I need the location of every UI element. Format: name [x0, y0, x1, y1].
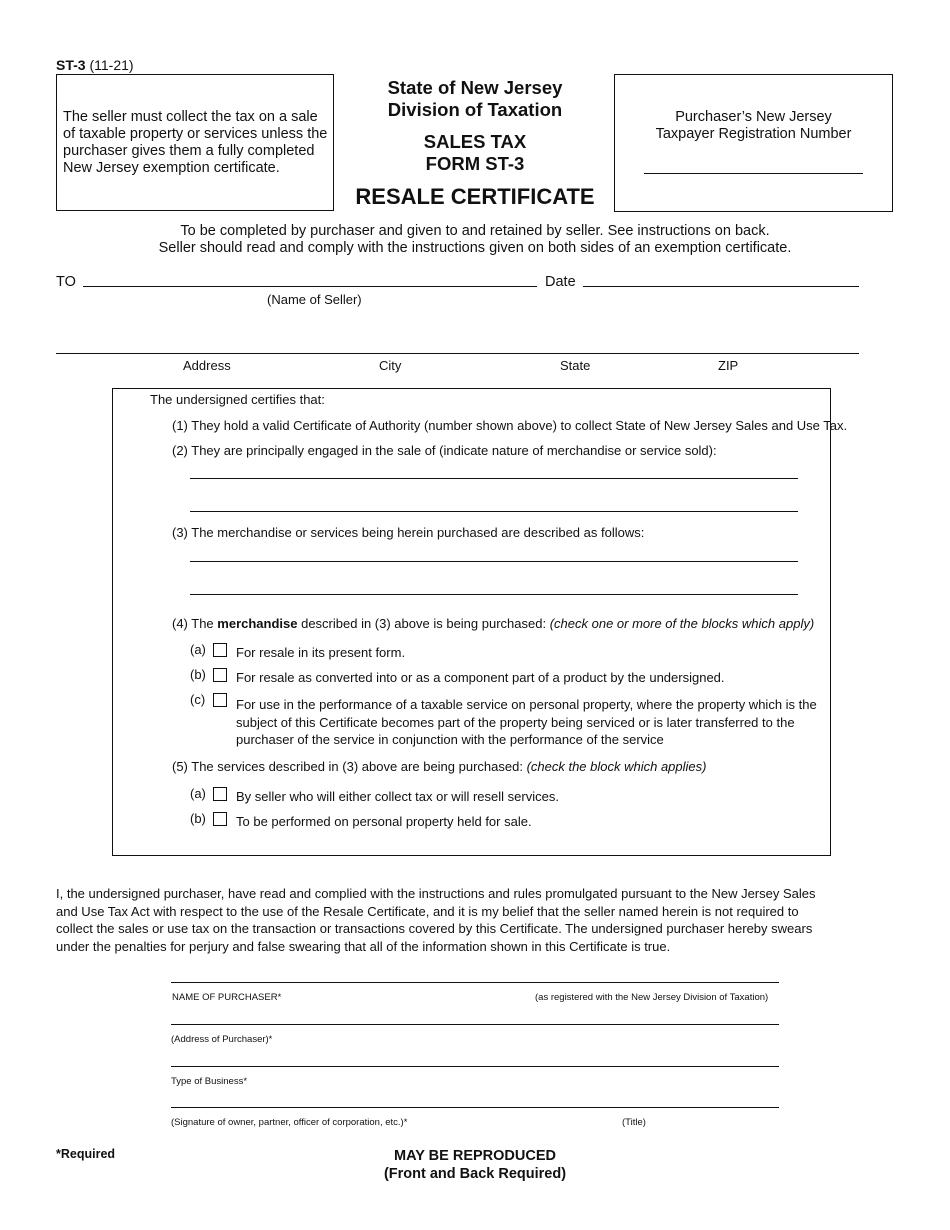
certification-item-2: (2) They are principally engaged in the sale of (indicate nature of merchandise or service sold): [172, 443, 717, 458]
form-number [56, 57, 134, 73]
required-note: *Required [56, 1147, 116, 1161]
date-field[interactable] [583, 286, 859, 287]
merchandise-description-line-1[interactable] [190, 561, 798, 562]
business-type-label: Type of Business* [171, 1076, 248, 1087]
purchaser-name-note: (as registered with the New Jersey Division of Taxation) [535, 992, 769, 1003]
certification-item-3: (3) The merchandise or services being herein purchased are described as follows: [172, 525, 645, 540]
option-4c-line-1: For use in the performance of a taxable service on personal property, where the property which is the [236, 697, 817, 712]
certification-item-4 [172, 616, 814, 632]
instructions-line-1: To be completed by purchaser and given to and retained by seller. See instructions on back. [180, 223, 770, 239]
tax-form-title [340, 131, 610, 175]
certificate-title: RESALE CERTIFICATE [355, 184, 595, 209]
item4-prefix: (4) The [172, 616, 218, 631]
option-4c-checkbox[interactable] [213, 693, 227, 707]
merchandise-description-line-2[interactable] [190, 594, 798, 595]
item4-italic: (check one or more of the blocks which apply) [549, 616, 815, 631]
tax-line: SALES TAX [423, 131, 527, 152]
address-label: Address [183, 358, 231, 373]
signature-field[interactable] [171, 1107, 779, 1108]
declaration-paragraph: I, the undersigned purchaser, have read and complied with the instructions and rules promulgated pursuant to the New Jersey Sales and Use Tax Act with respect to the use of the Resale Certificate, and it is my belief that the seller named herein is not required to collect the sales or use tax on the transaction or transactions covered by this Certificate. The undersigned purchaser hereby swears under the penalties for perjury and false swearing that all of the information shown in this Certificate is true. [56, 886, 816, 954]
state-label: State [560, 358, 591, 373]
seller-name-caption: (Name of Seller) [267, 292, 362, 307]
option-4c-text [236, 696, 817, 749]
date-label: Date [545, 274, 576, 290]
option-5b-text: To be performed on personal property held for sale. [236, 814, 532, 829]
option-4b-checkbox[interactable] [213, 668, 227, 682]
option-5b-checkbox[interactable] [213, 812, 227, 826]
purchaser-registration-box [614, 74, 893, 212]
option-4c-line-3: purchaser of the service in conjunction with the performance of the service [236, 732, 664, 747]
nature-of-sales-line-2[interactable] [190, 511, 798, 512]
option-5a-checkbox[interactable] [213, 787, 227, 801]
purchaser-address-field[interactable] [171, 1024, 779, 1025]
registration-label-1: Purchaser’s New Jersey [675, 109, 832, 125]
to-label: TO [56, 274, 76, 290]
nature-of-sales-line-1[interactable] [190, 478, 798, 479]
certification-item-5 [172, 759, 706, 775]
reproduction-line-1: MAY BE REPRODUCED [394, 1148, 556, 1164]
purchaser-name-field[interactable] [171, 982, 779, 983]
zip-label: ZIP [718, 358, 739, 373]
form-code: ST-3 [56, 57, 86, 73]
item4-mid: described in (3) above is being purchased: [297, 616, 550, 631]
form-revision: (11-21) [89, 57, 134, 73]
option-4a-letter: (a) [190, 642, 206, 657]
instructions-line-2: Seller should read and comply with the instructions given on both sides of an exemption certificate. [158, 240, 792, 256]
title-label: (Title) [622, 1117, 646, 1128]
reproduction-line-2: (Front and Back Required) [383, 1166, 567, 1182]
agency-title [340, 77, 610, 121]
certification-intro: The undersigned certifies that: [150, 392, 325, 407]
instructions [0, 223, 950, 257]
certification-item-1: (1) They hold a valid Certificate of Authority (number shown above) to collect State of New Jersey Sales and Use Tax. [172, 418, 848, 433]
item5-italic: (check the block which applies) [526, 759, 707, 774]
signature-label: (Signature of owner, partner, officer of corporation, etc.)* [171, 1117, 408, 1128]
option-4b-letter: (b) [190, 667, 206, 682]
reproduction-note [300, 1147, 650, 1183]
option-4b-text: For resale as converted into or as a component part of a product by the undersigned. [236, 670, 725, 685]
registration-label-2: Taxpayer Registration Number [655, 126, 852, 142]
business-type-field[interactable] [171, 1066, 779, 1067]
item5-prefix: (5) The services described in (3) above are being purchased: [172, 759, 527, 774]
item4-bold: merchandise [217, 616, 298, 631]
state-line: State of New Jersey [387, 77, 563, 98]
option-5a-letter: (a) [190, 786, 206, 801]
seller-notice-text: The seller must collect the tax on a sale of taxable property or services unless the purchaser gives them a fully completed New Jersey exemption certificate. [63, 109, 328, 176]
registration-number-field[interactable] [644, 173, 863, 174]
division-line: Division of Taxation [387, 99, 563, 120]
option-4c-line-2: subject of this Certificate becomes part of the property being serviced or is later transferred to the [236, 714, 795, 730]
option-4a-text: For resale in its present form. [236, 645, 406, 660]
form-line: FORM ST-3 [425, 153, 525, 174]
city-label: City [379, 358, 402, 373]
option-4c-letter: (c) [190, 692, 206, 707]
option-5a-text: By seller who will either collect tax or will resell services. [236, 789, 559, 804]
seller-address-field[interactable] [56, 353, 859, 354]
option-5b-letter: (b) [190, 811, 206, 826]
option-4a-checkbox[interactable] [213, 643, 227, 657]
seller-name-field[interactable] [83, 286, 537, 287]
purchaser-address-label: (Address of Purchaser)* [171, 1034, 273, 1045]
purchaser-name-label: NAME OF PURCHASER* [172, 992, 282, 1003]
seller-notice-box [56, 74, 334, 211]
